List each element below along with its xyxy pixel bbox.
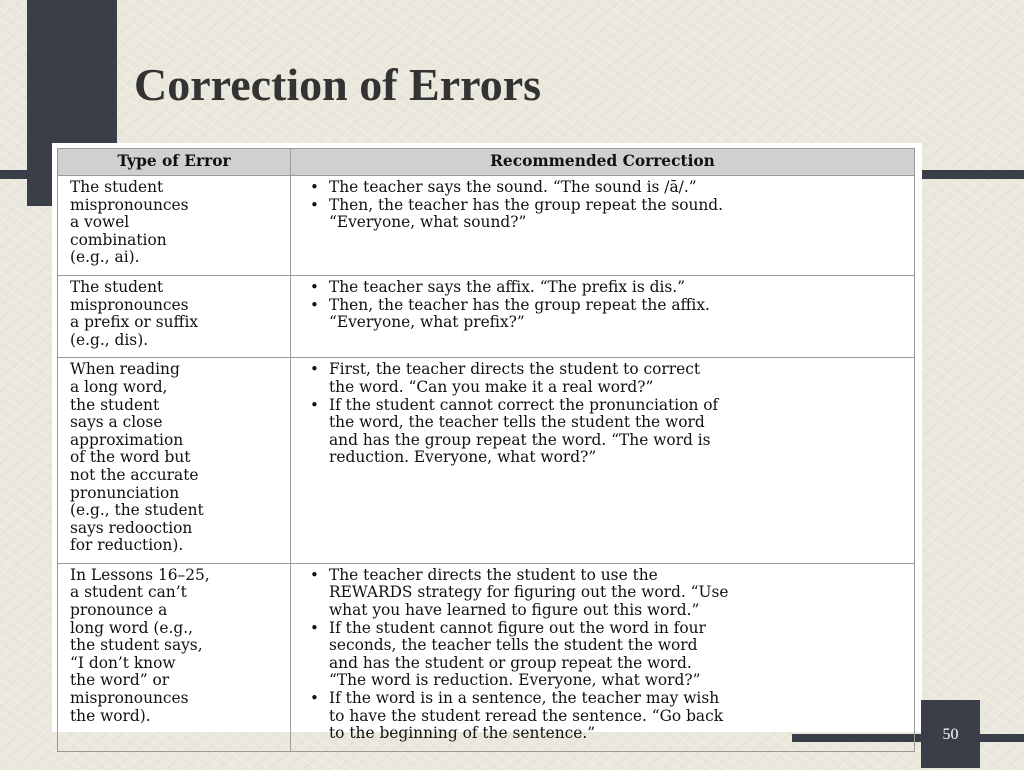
correction-cell	[291, 563, 915, 751]
correction-item	[307, 179, 908, 197]
correction-line: “Everyone, what sound?”	[329, 213, 527, 232]
correction-item	[307, 690, 908, 743]
table-header-row	[58, 149, 915, 176]
correction-item	[307, 567, 908, 620]
correction-cell	[291, 176, 915, 276]
correction-line: • The teacher directs the student to use the	[329, 565, 658, 584]
correction-line: • First, the teacher directs the student to correct	[329, 360, 701, 379]
correction-line: the word. “Can you make it a real word?”	[329, 377, 654, 396]
error-type-text: When reading a long word, the student says a close approximation of the word but not the accurate pronunciation (e.g., the student says redooction for reduction).	[70, 360, 204, 555]
correction-line: • The teacher says the sound. “The sound is /ā/.”	[329, 178, 697, 196]
table-row	[58, 176, 915, 276]
header-type-of-error: Type of Error	[58, 149, 291, 176]
correction-line: • Then, the teacher has the group repeat the sound.	[329, 195, 724, 214]
error-type-cell	[58, 563, 291, 751]
header-recommended-correction: Recommended Correction	[291, 149, 915, 176]
correction-item	[307, 197, 908, 232]
table-row	[58, 275, 915, 357]
correction-line: “The word is reduction. Everyone, what word?”	[329, 671, 701, 690]
correction-cell	[291, 358, 915, 564]
error-type-text: The student mispronounces a prefix or suffix (e.g., dis).	[70, 277, 199, 349]
slide-number: 50	[921, 700, 980, 768]
correction-line: REWARDS strategy for figuring out the word. “Use	[329, 583, 729, 602]
correction-line: what you have learned to figure out this word.”	[329, 601, 700, 620]
slide-title: Correction of Errors	[134, 59, 542, 110]
correction-item	[307, 620, 908, 690]
correction-line: seconds, the teacher tells the student the word	[329, 636, 698, 655]
correction-line: “Everyone, what prefix?”	[329, 313, 525, 332]
error-type-cell	[58, 275, 291, 357]
error-type-text: The student mispronounces a vowel combination (e.g., ai).	[70, 178, 189, 267]
correction-line: reduction. Everyone, what word?”	[329, 448, 597, 467]
table-row	[58, 358, 915, 564]
correction-line: • The teacher says the affix. “The prefix is dis.”	[329, 277, 686, 296]
correction-line: • If the word is in a sentence, the teacher may wish	[329, 689, 720, 708]
table-row	[58, 563, 915, 751]
correction-line: to have the student reread the sentence. “Go back	[329, 706, 724, 725]
correction-item	[307, 297, 908, 332]
correction-line: and has the group repeat the word. “The word is	[329, 430, 711, 449]
correction-item	[307, 279, 908, 297]
correction-list	[307, 361, 908, 467]
correction-list	[307, 179, 908, 232]
correction-item	[307, 361, 908, 396]
error-type-cell	[58, 176, 291, 276]
correction-line: • If the student cannot figure out the word in four	[329, 618, 706, 637]
correction-line: • If the student cannot correct the pronunciation of	[329, 395, 719, 414]
correction-item	[307, 397, 908, 467]
correction-list	[307, 279, 908, 332]
table-frame	[52, 143, 922, 743]
correction-line: the word, the teacher tells the student the word	[329, 413, 705, 432]
error-type-text: In Lessons 16–25, a student can’t pronounce a long word (e.g., the student says, “I don’t know the word” or mispronounces the word).	[70, 565, 210, 725]
correction-list	[307, 567, 908, 743]
error-type-cell	[58, 358, 291, 564]
correction-line: and has the student or group repeat the word.	[329, 653, 692, 672]
correction-line: to the beginning of the sentence.”	[329, 724, 596, 743]
correction-cell	[291, 275, 915, 357]
error-correction-table	[57, 148, 915, 752]
correction-line: • Then, the teacher has the group repeat the affix.	[329, 295, 710, 314]
